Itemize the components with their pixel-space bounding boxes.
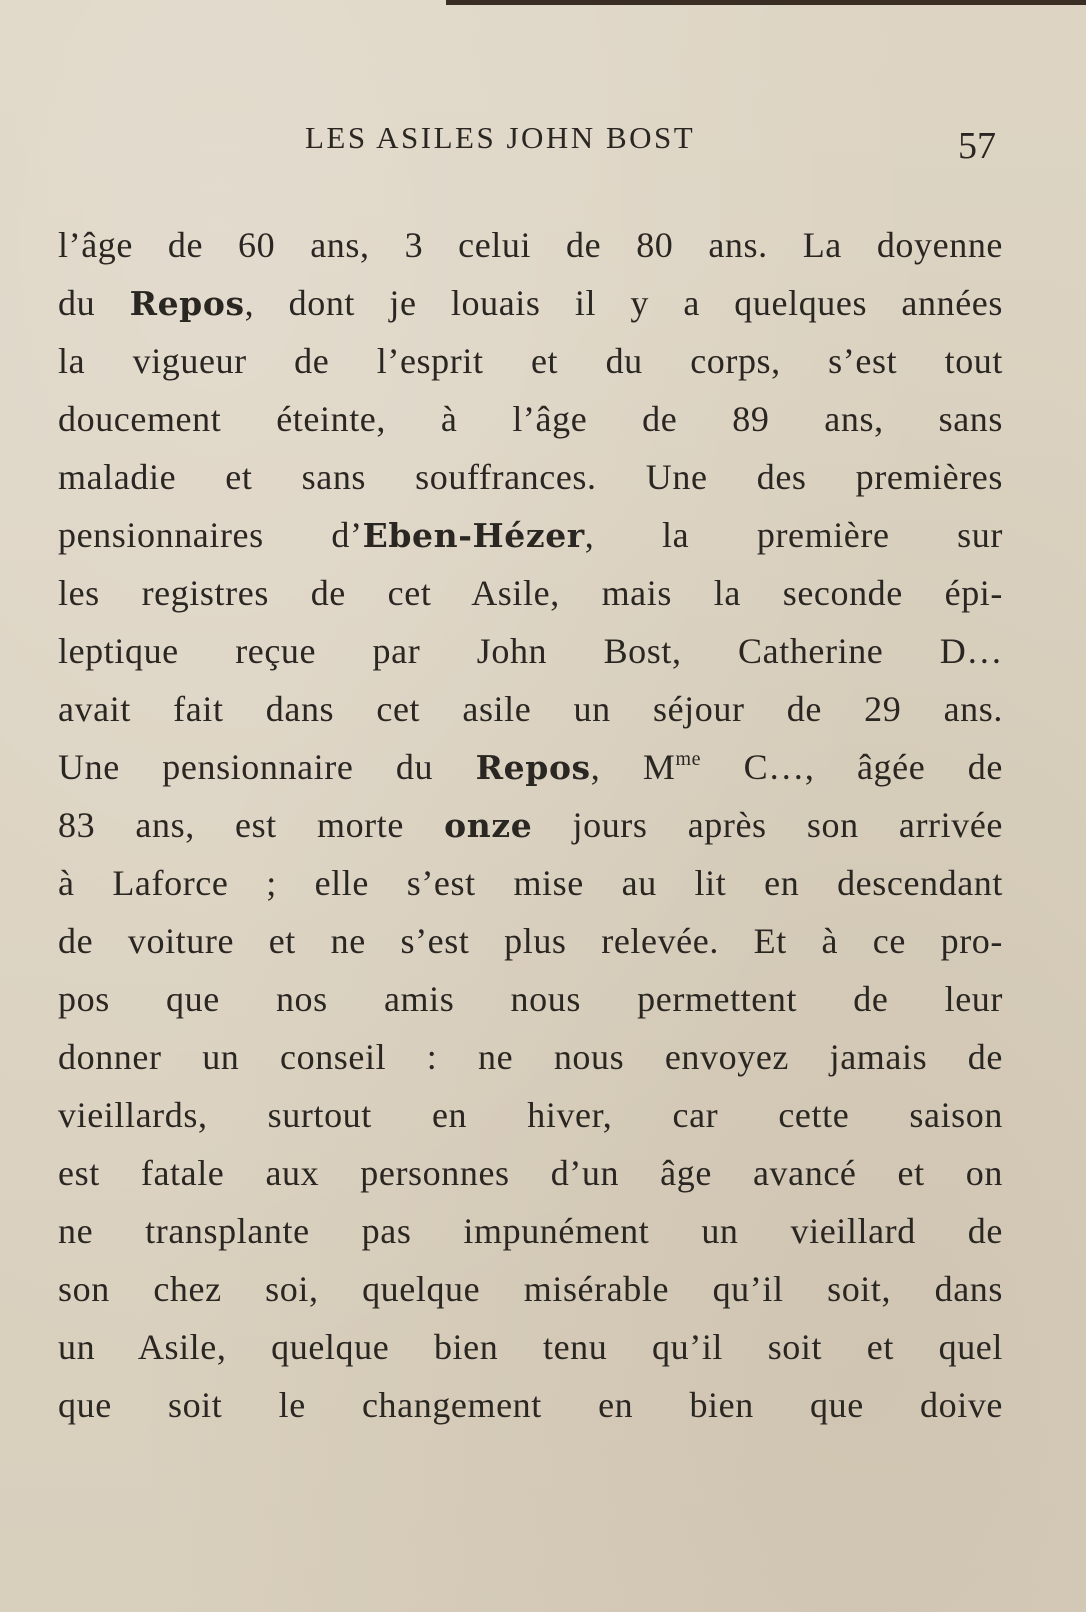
text-line: pensionnaires d’Eben-Hézer, la première sur <box>58 515 1003 555</box>
emphasis-repos: Repos <box>475 748 591 787</box>
text-line: la vigueur de l’esprit et du corps, s’est tout <box>58 341 1003 381</box>
text-line: son chez soi, quelque misérable qu’il soit, dans <box>58 1269 1003 1309</box>
text-line: à Laforce ; elle s’est mise au lit en descendant <box>58 863 1003 903</box>
emphasis-eben-hezer: Eben-Hézer <box>362 516 585 555</box>
text-line: vieillards, surtout en hiver, car cette saison <box>58 1095 1003 1135</box>
text-line: que soit le changement en bien que doive <box>58 1385 1003 1425</box>
text-line: 83 ans, est morte onze jours après son arrivée <box>58 805 1003 845</box>
running-head: LES ASILES JOHN BOST <box>305 120 696 155</box>
text-line: avait fait dans cet asile un séjour de 29 ans. <box>58 689 1003 729</box>
text-line: donner un conseil : ne nous envoyez jamais de <box>58 1037 1003 1077</box>
text-line: Une pensionnaire du Repos, $M^{me}$ C…, âgée de <box>58 747 1003 787</box>
page-number: 57 <box>958 125 996 167</box>
text-line: pos que nos amis nous permettent de leur <box>58 979 1003 1019</box>
body-text <box>58 216 1003 1434</box>
text-line: de voiture et ne s’est plus relevée. Et à ce pro- <box>58 921 1003 961</box>
emphasis-onze: onze <box>444 806 533 845</box>
text-line: doucement éteinte, à l’âge de 89 ans, sans <box>58 399 1003 439</box>
text-line: maladie et sans souffrances. Une des premières <box>58 457 1003 497</box>
text-line: les registres de cet Asile, mais la seconde épi- <box>58 573 1003 613</box>
text-line: un Asile, quelque bien tenu qu’il soit et quel <box>58 1327 1003 1367</box>
emphasis-repos: Repos <box>129 284 245 323</box>
text-line: est fatale aux personnes d’un âge avancé et on <box>58 1153 1003 1193</box>
text-line: du Repos, dont je louais il y a quelques années <box>58 283 1003 323</box>
page-edge-shadow <box>446 0 1086 5</box>
text-line: ne transplante pas impunément un vieillard de <box>58 1211 1003 1251</box>
superscript: me <box>675 748 702 770</box>
text-line: l’âge de 60 ans, 3 celui de 80 ans. La doyenne <box>58 225 1003 265</box>
text-line: leptique reçue par John Bost, Catherine D… <box>58 631 1003 671</box>
